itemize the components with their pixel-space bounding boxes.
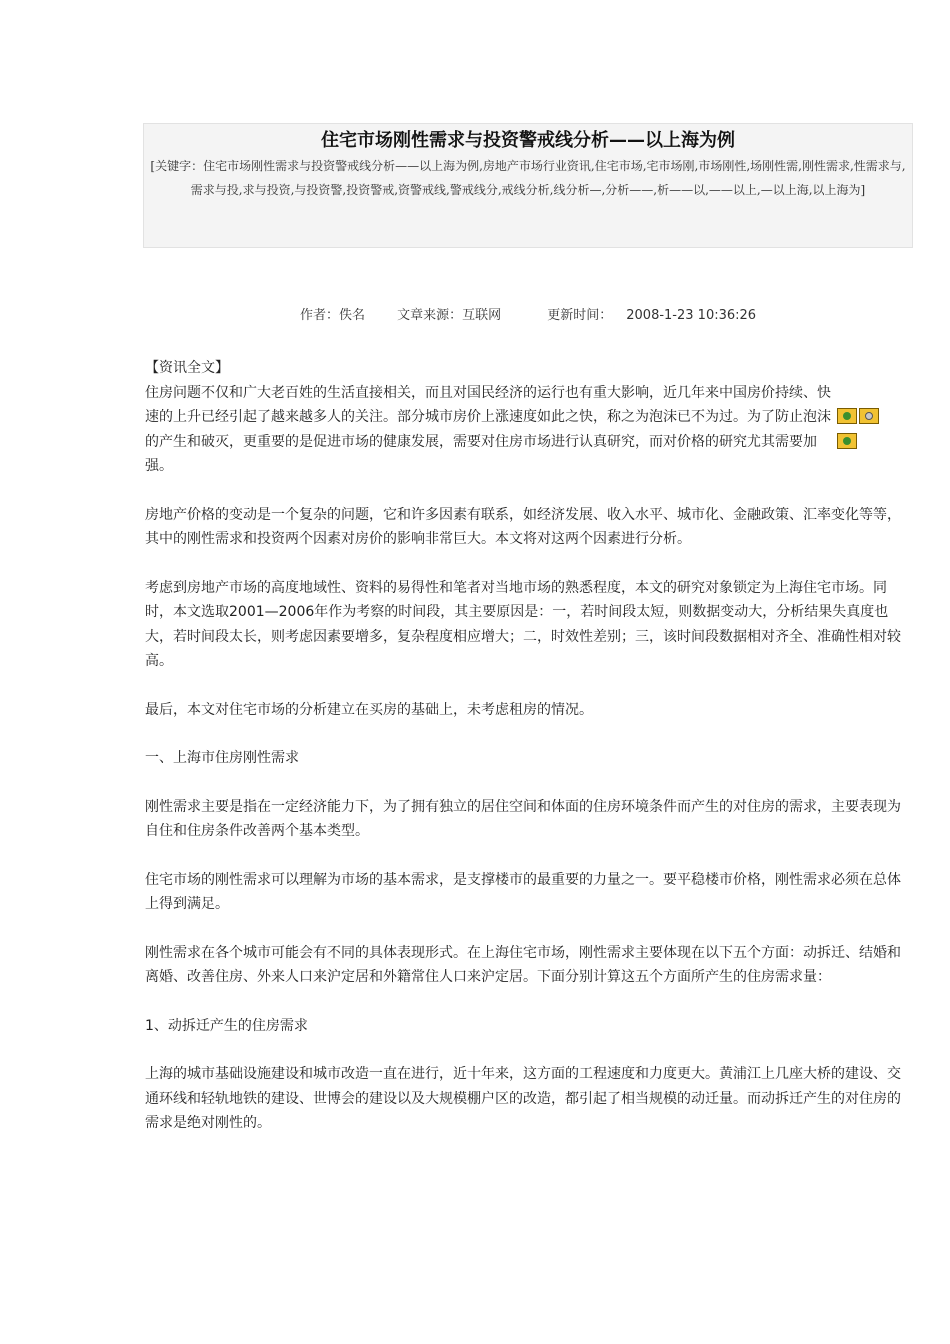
update-time-value: 2008-1-23 10:36:26 [626, 308, 757, 323]
source-text: 文章来源：互联网 [397, 308, 502, 323]
article-meta [143, 304, 913, 323]
article-body [145, 356, 905, 1160]
section-heading: 一、上海市住房刚性需求 [145, 750, 299, 766]
arrow-icon[interactable] [837, 433, 857, 449]
heading-text: 、动拆迁产生的住房需求 [153, 1017, 308, 1034]
refresh-icon[interactable] [859, 408, 879, 424]
intro-paragraph: 住房问题不仅和广大老百姓的生活直接相关，而且对国民经济的运行也有重大影响，近几年来中国房价持续、快速的上升已经引起了越来越多人的关注。部分城市房价上涨速度如此之快，称之为泡沫已不为过。为了防止泡沫的产生和破灭，更重要的是促进市场的健康发展，需要对住房市场进行认真研究，而对价格的研究尤其需要加强。 [145, 384, 831, 474]
heading-number: 1 [145, 1017, 154, 1034]
paragraph: 住宅市场的刚性需求可以理解为市场的基本需求，是支撑楼市的最重要的力量之一。要平稳楼市价格，刚性需求必须在总体上得到满足。 [145, 871, 901, 912]
paragraph: 刚性需求主要是指在一定经济能力下，为了拥有独立的居住空间和体面的住房环境条件而产生的对住房的需求，主要表现为自住和住房条件改善两个基本类型。 [145, 798, 901, 839]
keywords-line: [关键字：住宅市场刚性需求与投资警戒线分析——以上海为例,房地产市场行业资讯,住宅市场,宅市场刚,市场刚性,场刚性需,刚性需求,性需求与,需求与投,求与投资,与投资警,投资警戒,资警戒线,警戒线分,戒线分析,线分析—,分析——,析——以,——以上,—以上海,以上海为] [150, 159, 906, 197]
year-range: 2001—2006 [229, 604, 315, 620]
update-time [533, 308, 756, 323]
paragraph: 房地产价格的变动是一个复杂的问题，它和许多因素有联系，如经济发展、收入水平、城市化、金融政策、汇率变化等等，其中的刚性需求和投资两个因素对房价的影响非常巨大。本文将对这两个因素进行分析。 [145, 506, 901, 547]
article-title: 住宅市场刚性需求与投资警戒线分析——以上海为例 [321, 130, 735, 151]
subsection-heading [145, 1014, 905, 1039]
paragraph: 刚性需求在各个城市可能会有不同的具体表现形式。在上海住宅市场，刚性需求主要体现在以下五个方面：动拆迁、结婚和离婚、改善住房、外来人口来沪定居和外籍常住人口来沪定居。下面分别计算这五个方面所产生的住房需求量： [145, 944, 901, 985]
article-header [143, 123, 913, 248]
update-time-label: 更新时间： [547, 308, 613, 323]
author-text: 作者：佚名 [299, 308, 365, 323]
intro-block [145, 356, 905, 479]
paragraph-text: 考虑到房地产市场的高度地域性、资料的易得性和笔者对当地市场的熟悉程度，本文的研究对象锁定为上海住宅市场。同时，本文选取 [145, 579, 887, 620]
icon-group [837, 408, 893, 457]
paragraph-text: 年作为考察的时间段，其主要原因是：一，若时间段太短，则数据变动大，分析结果失真度也大，若时间段太长，则考虑因素要增多，复杂程度相应增大；二，时效性差别；三，该时间段数据相对齐全、准确性相对较高。 [145, 604, 901, 669]
paragraph: 最后，本文对住宅市场的分析建立在买房的基础上，未考虑租房的情况。 [145, 701, 593, 718]
section-label: 【资讯全文】 [145, 360, 229, 376]
paragraph [145, 576, 905, 674]
arrow-icon[interactable] [837, 408, 857, 424]
paragraph: 上海的城市基础设施建设和城市改造一直在进行，近十年来，这方面的工程速度和力度更大。黄浦江上几座大桥的建设、交通环线和轻轨地铁的建设、世博会的建设以及大规模棚户区的改造，都引起了相当规模的动迁量。而动拆迁产生的对住房的需求是绝对刚性的。 [145, 1066, 901, 1131]
